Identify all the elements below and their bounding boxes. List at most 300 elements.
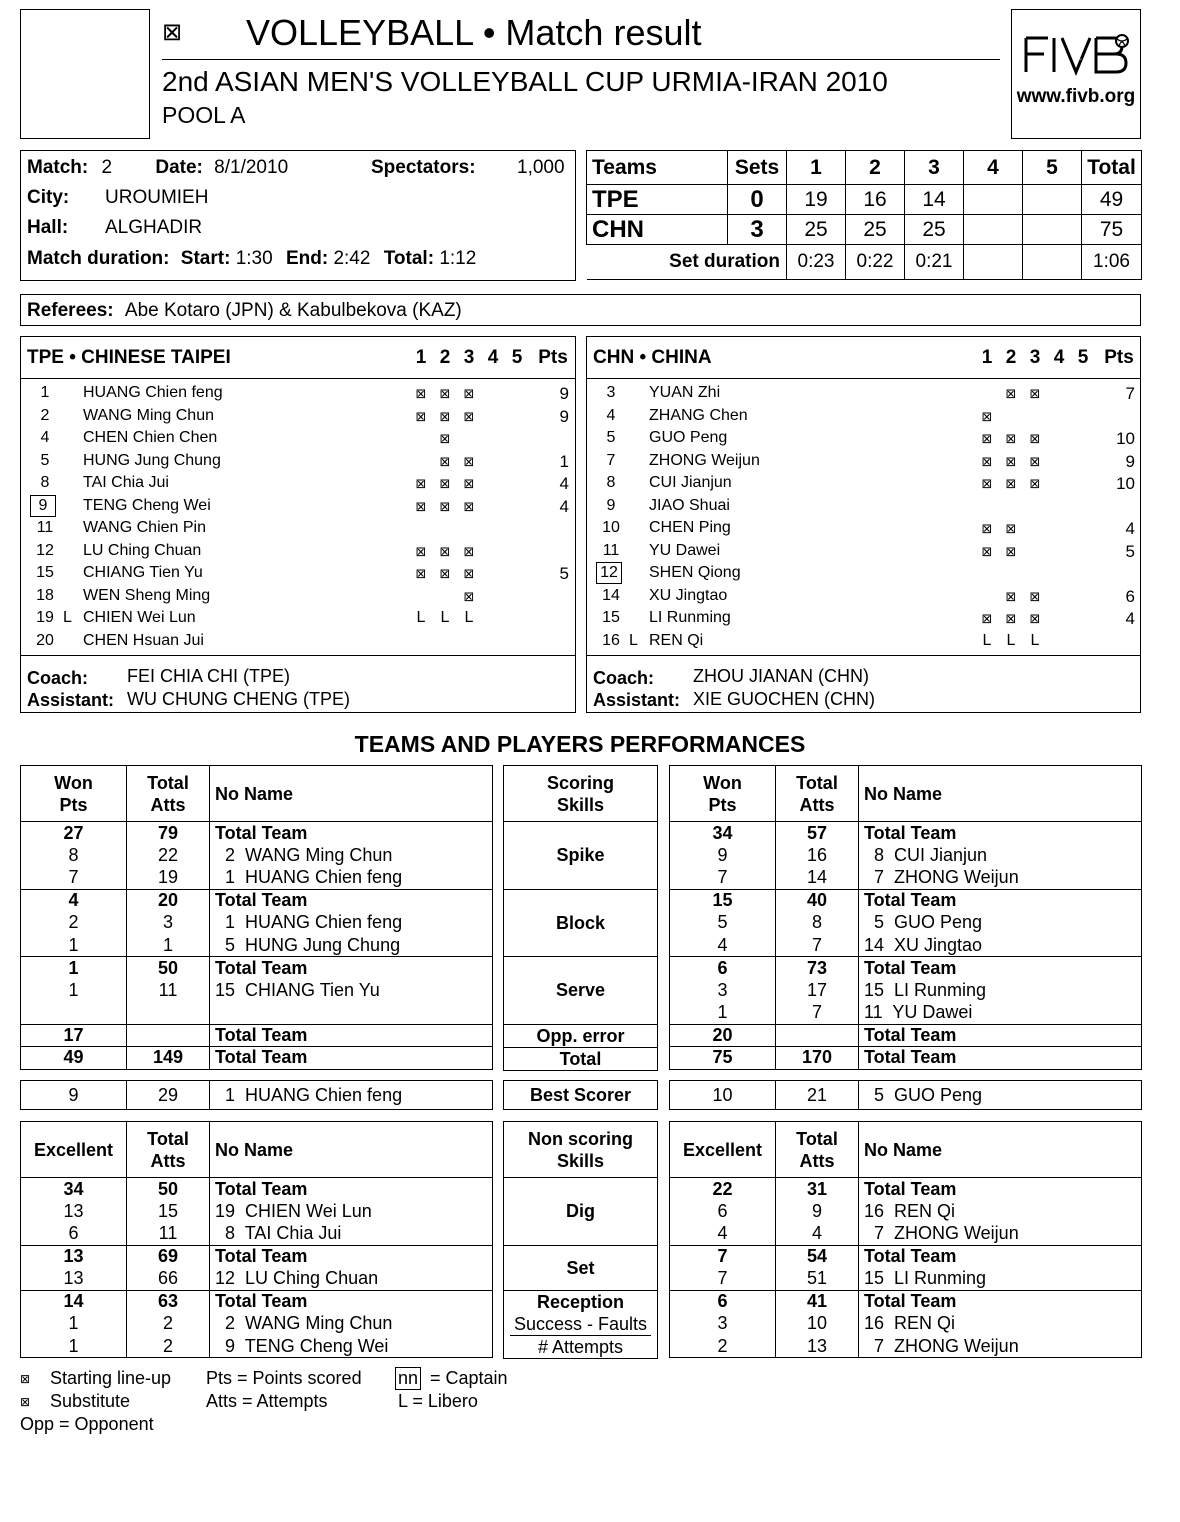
assistant-label: Assistant: <box>593 690 681 710</box>
libero-set-marker: L <box>982 631 992 649</box>
stat-attempts: 50 <box>127 1178 210 1201</box>
player-row <box>587 519 1140 541</box>
spectators-count: 1,000 <box>517 157 565 178</box>
team-total-row <box>21 1290 493 1313</box>
set-score <box>1023 215 1082 245</box>
stat-player: 1 HUANG Chien feng <box>210 867 493 890</box>
header-no-name: No Name <box>859 1122 1142 1178</box>
player-row <box>587 429 1140 451</box>
roster-pts-header: Pts <box>538 347 568 368</box>
set-duration-row <box>587 245 1142 280</box>
lineup-marker-icon: ⊠ <box>981 432 993 447</box>
roster-pts-header: Pts <box>1104 347 1134 368</box>
stat-attempts: 31 <box>776 1178 859 1201</box>
set-score: 16 <box>846 185 905 215</box>
roster-set-header: 2 <box>1005 347 1017 368</box>
player-number: 18 <box>36 586 54 604</box>
player-name: LU Ching Chuan <box>83 541 202 559</box>
match-info <box>20 150 576 281</box>
lineup-marker-icon: ⊠ <box>981 522 993 537</box>
skill-label <box>504 822 658 890</box>
player-row <box>587 587 1140 609</box>
stat-attempts: 51 <box>776 1268 859 1291</box>
stat-won: 1 <box>21 1313 127 1336</box>
set-score <box>1023 185 1082 215</box>
player-points: 9 <box>559 406 569 426</box>
roster-set-header: 3 <box>1029 347 1041 368</box>
player-number: 4 <box>606 406 616 424</box>
stat-attempts: 11 <box>127 1223 210 1246</box>
player-row <box>587 632 1140 654</box>
legend-opp: Opp = Opponent <box>20 1414 154 1434</box>
player-row <box>21 452 575 474</box>
player-row <box>21 542 575 564</box>
start-time: 1:30 <box>235 248 273 269</box>
stat-won: 14 <box>21 1290 127 1313</box>
best-scorer-tpe <box>20 1080 493 1110</box>
roster-set-header: 1 <box>981 347 993 368</box>
stat-attempts: 4 <box>776 1223 859 1246</box>
city: UROUMIEH <box>105 187 209 208</box>
player-row <box>21 497 575 519</box>
stat-attempts: 17 <box>776 979 859 1002</box>
stat-player: 8 CUI Jianjun <box>859 844 1142 867</box>
player-number: 16 <box>602 631 620 649</box>
lineup-marker-icon: ⊠ <box>439 432 451 447</box>
header-total-atts <box>776 1122 859 1178</box>
player-number: 8 <box>606 474 616 491</box>
player-points: 6 <box>1125 586 1135 606</box>
player-name: ZHONG Weijun <box>649 451 760 469</box>
scoring-skills-column <box>503 765 658 1071</box>
team-code: CHN <box>587 215 728 245</box>
lineup-marker-icon: ⊠ <box>463 454 475 470</box>
nonscoring-table-chn <box>669 1121 1142 1358</box>
stat-attempts <box>127 1024 210 1047</box>
stat-won: 4 <box>670 934 776 957</box>
libero-set-marker: L <box>1006 631 1016 649</box>
player-name: CHIEN Wei Lun <box>83 609 196 626</box>
lineup-marker-icon: ⊠ <box>415 409 427 425</box>
header-won-line: Won <box>54 772 93 793</box>
score-table <box>586 150 1142 280</box>
stat-player: 15 LI Runming <box>859 1268 1142 1291</box>
player-points: 4 <box>559 496 569 516</box>
player-stat-row <box>670 867 1142 890</box>
coach-name: FEI CHIA CHI (TPE) <box>127 666 291 686</box>
score-header-set2: 2 <box>846 151 905 185</box>
lineup-marker-icon: ⊠ <box>1005 522 1017 537</box>
header-divider <box>162 59 1000 60</box>
player-name: CHEN Ping <box>649 519 731 536</box>
best-scorer-atts: 21 <box>776 1081 859 1110</box>
stat-player: Total Team <box>859 822 1142 845</box>
stat-won: 3 <box>670 979 776 1002</box>
nonscoring-table-tpe <box>20 1121 493 1358</box>
player-number: 3 <box>606 384 616 401</box>
player-points: 4 <box>1125 609 1135 628</box>
score-header-teams: Teams <box>587 151 728 185</box>
legend-pts: Pts = Points scored <box>206 1368 362 1388</box>
player-points: 10 <box>1116 429 1135 448</box>
stat-won: 13 <box>21 1200 127 1223</box>
lineup-marker-icon: ⊠ <box>1005 544 1017 560</box>
stat-player: Total Team <box>210 822 493 845</box>
roster-team-title: TPE • CHINESE TAIPEI <box>27 347 231 368</box>
player-number: 15 <box>602 609 620 626</box>
lineup-marker-icon: ⊠ <box>439 567 451 582</box>
player-points: 9 <box>1125 451 1135 471</box>
lineup-marker-icon: ⊠ <box>415 477 427 492</box>
player-name: TAI Chia Jui <box>83 474 169 491</box>
stat-attempts: 13 <box>776 1335 859 1358</box>
score-row-tpe <box>587 185 1142 215</box>
header-total-line: Total <box>796 772 838 793</box>
stat-won: 7 <box>670 1268 776 1291</box>
score-header-set4: 4 <box>964 151 1023 185</box>
lineup-marker-icon: ⊠ <box>463 387 475 402</box>
stat-won: 34 <box>670 822 776 845</box>
team-total-row <box>670 1024 1142 1047</box>
set-score: 14 <box>905 185 964 215</box>
roster-chn <box>586 336 1141 713</box>
stat-won: 1 <box>21 957 127 980</box>
team-total-row <box>21 889 493 912</box>
header-won <box>21 1122 127 1178</box>
lineup-marker-icon: ⊠ <box>415 567 427 582</box>
coach-label: Coach: <box>593 668 655 688</box>
team-total-row <box>21 822 493 845</box>
stat-won: 6 <box>21 1223 127 1246</box>
lineup-marker-icon: ⊠ <box>1005 432 1017 447</box>
lineup-marker-icon: ⊠ <box>1029 589 1041 605</box>
stat-player: Total Team <box>859 1290 1142 1313</box>
lineup-marker-icon: ⊠ <box>463 409 475 425</box>
stat-won: 22 <box>670 1178 776 1201</box>
player-stat-row <box>21 1200 493 1223</box>
stat-player: Total Team <box>859 1047 1142 1070</box>
stat-won: 1 <box>21 979 127 1002</box>
score-header-sets: Sets <box>728 151 787 185</box>
set-score: 25 <box>787 215 846 245</box>
lineup-marker-icon: ⊠ <box>981 409 993 425</box>
score-header-set1: 1 <box>787 151 846 185</box>
player-points: 5 <box>559 564 569 583</box>
team-total-row <box>21 1047 493 1070</box>
stat-attempts: 69 <box>127 1245 210 1268</box>
lineup-marker-icon: ⊠ <box>1029 387 1041 402</box>
player-stat-row <box>670 979 1142 1002</box>
lineup-marker-icon: ⊠ <box>981 477 993 492</box>
end-label: End: <box>285 248 329 269</box>
stat-won: 6 <box>670 957 776 980</box>
scoring-table-tpe <box>20 765 493 1070</box>
stat-player: 19 CHIEN Wei Lun <box>210 1200 493 1223</box>
skills-header-line: Non scoring <box>527 1128 633 1149</box>
header-total-line: Total <box>147 1128 189 1149</box>
best-scorer-name: 5 GUO Peng <box>859 1081 1142 1110</box>
page-title: VOLLEYBALL • Match result <box>246 12 702 53</box>
lineup-marker-icon: ⊠ <box>1005 454 1017 470</box>
stat-attempts: 19 <box>127 867 210 890</box>
lineup-marker-icon: ⊠ <box>439 477 451 492</box>
player-number: 10 <box>602 519 620 536</box>
stat-won: 2 <box>670 1335 776 1358</box>
assistant-name: XIE GUOCHEN (CHN) <box>693 689 876 709</box>
player-points: 4 <box>1125 519 1135 538</box>
stat-player: Total Team <box>859 1178 1142 1201</box>
stat-player: 7 ZHONG Weijun <box>859 867 1142 890</box>
lineup-marker-icon: ⊠ <box>439 499 451 515</box>
stat-attempts: 7 <box>776 934 859 957</box>
score-header-set5: 5 <box>1023 151 1082 185</box>
player-name: GUO Peng <box>649 429 728 446</box>
sets-won: 3 <box>728 215 787 245</box>
libero-set-marker: L <box>440 609 450 626</box>
header-atts-line: Atts <box>799 794 835 815</box>
stat-player: Total Team <box>210 889 493 912</box>
fivb-logo-text: FIVB <box>1077 59 1082 61</box>
stat-player: Total Team <box>210 1178 493 1201</box>
header-no-name: No Name <box>210 1122 493 1178</box>
player-stat-row <box>670 1223 1142 1246</box>
player-points: 1 <box>559 451 569 471</box>
lineup-marker-icon: ⊠ <box>981 544 993 560</box>
team-total-row <box>670 1178 1142 1201</box>
match-date: 8/1/2010 <box>214 157 289 178</box>
player-points: 5 <box>1125 541 1135 561</box>
header-won <box>670 1122 776 1178</box>
player-number: 19 <box>36 609 54 626</box>
stat-won: 8 <box>21 844 127 867</box>
score-header-total: Total <box>1082 151 1142 185</box>
player-points: 10 <box>1116 474 1135 493</box>
header-total-atts <box>127 766 210 822</box>
team-total-row <box>21 1024 493 1047</box>
stat-player: Total Team <box>859 957 1142 980</box>
score-row-chn <box>587 215 1142 245</box>
nonscoring-skills-column <box>503 1121 658 1359</box>
player-name: YUAN Zhi <box>649 384 721 401</box>
stat-player: 12 LU Ching Chuan <box>210 1268 493 1291</box>
player-stat-row <box>21 867 493 890</box>
header-won <box>670 766 776 822</box>
lineup-marker-icon: ⊠ <box>463 567 475 582</box>
hall-label: Hall: <box>27 217 69 238</box>
set-duration: 0:21 <box>905 245 964 280</box>
stat-attempts <box>127 1002 210 1025</box>
player-stat-row <box>670 1002 1142 1025</box>
stat-player <box>210 1002 493 1025</box>
pool-label: POOL A <box>162 102 246 128</box>
lineup-marker-icon: ⊠ <box>981 612 993 627</box>
header-won-line: Pts <box>708 794 737 815</box>
player-name: LI Runming <box>649 609 731 626</box>
lineup-marker-icon: ⊠ <box>439 409 451 425</box>
best-scorer-pts: 10 <box>670 1081 776 1110</box>
scoring-table-chn <box>669 765 1142 1070</box>
stat-attempts: 149 <box>127 1047 210 1070</box>
player-points: 9 <box>559 384 569 403</box>
skills-header-line: Skills <box>556 794 605 815</box>
team-total-row <box>670 957 1142 980</box>
player-name: CUI Jianjun <box>649 474 732 491</box>
header-atts-line: Atts <box>150 1150 186 1171</box>
player-name: CHEN Chien Chen <box>83 429 218 446</box>
stat-won: 4 <box>21 889 127 912</box>
stat-won: 6 <box>670 1200 776 1223</box>
skill-name: Opp. error <box>536 1025 625 1046</box>
stat-attempts: 40 <box>776 889 859 912</box>
roster-team-title: CHN • CHINA <box>593 347 712 368</box>
stat-attempts: 73 <box>776 957 859 980</box>
stat-won: 7 <box>21 867 127 890</box>
skills-header-line: Skills <box>556 1150 605 1171</box>
stat-player: Total Team <box>210 1047 493 1070</box>
team-total-row <box>670 1290 1142 1313</box>
skill-name: Total <box>559 1048 602 1069</box>
header-won-line: Pts <box>59 794 88 815</box>
legend-substitute: Substitute <box>50 1391 131 1411</box>
lineup-marker-icon: ⊠ <box>463 544 475 560</box>
roster-set-header: 2 <box>439 347 451 368</box>
set-duration-label: Set duration <box>587 245 787 280</box>
stat-won: 6 <box>670 1290 776 1313</box>
player-number: 5 <box>40 451 50 469</box>
set-duration <box>1023 245 1082 280</box>
skill-label <box>504 1178 658 1246</box>
stat-won: 9 <box>670 844 776 867</box>
player-stat-row <box>21 1268 493 1291</box>
roster-set-header: 4 <box>1053 347 1065 368</box>
start-label: Start: <box>180 248 231 269</box>
skill-name: Block <box>555 912 606 933</box>
team-total-row <box>670 1047 1142 1070</box>
stat-won: 49 <box>21 1047 127 1070</box>
stat-attempts: 7 <box>776 1002 859 1025</box>
stat-attempts: 57 <box>776 822 859 845</box>
header-total-line: Total <box>147 772 189 793</box>
skills-header-line: Scoring <box>546 772 614 793</box>
stat-attempts: 1 <box>127 934 210 957</box>
stat-player: 2 WANG Ming Chun <box>210 844 493 867</box>
volleyball-icon: ⊠ <box>162 18 183 46</box>
stat-attempts: 10 <box>776 1313 859 1336</box>
stat-won: 17 <box>21 1024 127 1047</box>
event-logo-box <box>20 9 150 139</box>
stat-player: 8 TAI Chia Jui <box>210 1223 493 1246</box>
stat-player: Total Team <box>859 1245 1142 1268</box>
referees-label: Referees: <box>27 300 114 321</box>
match-number: 2 <box>101 157 113 178</box>
stat-player: 2 WANG Ming Chun <box>210 1313 493 1336</box>
sets-won: 0 <box>728 185 787 215</box>
player-row <box>587 474 1140 496</box>
header-atts-line: Atts <box>799 1150 835 1171</box>
player-name: CHEN Hsuan Jui <box>83 631 204 649</box>
player-stat-row <box>670 1200 1142 1223</box>
best-scorer-label: Best Scorer <box>504 1081 658 1110</box>
player-number: 9 <box>30 495 56 517</box>
best-scorer-atts: 29 <box>127 1081 210 1110</box>
lineup-marker-icon: ⊠ <box>439 454 451 470</box>
stat-won: 5 <box>670 912 776 935</box>
stat-player: 7 ZHONG Weijun <box>859 1223 1142 1246</box>
fivb-logo <box>1022 32 1132 82</box>
set-duration <box>964 245 1023 280</box>
stat-won: 3 <box>670 1313 776 1336</box>
coach-label: Coach: <box>27 668 89 688</box>
stat-player: 14 XU Jingtao <box>859 934 1142 957</box>
stat-player: 5 HUNG Jung Chung <box>210 934 493 957</box>
stat-attempts: 41 <box>776 1290 859 1313</box>
stat-attempts: 2 <box>127 1335 210 1358</box>
player-name: YU Dawei <box>649 541 721 559</box>
libero-marker: L <box>629 631 638 649</box>
best-scorer-pts: 9 <box>21 1081 127 1110</box>
starting-lineup-icon: ⊠ <box>20 1372 31 1386</box>
player-row <box>587 564 1140 586</box>
city-label: City: <box>27 187 70 208</box>
libero-set-marker: L <box>416 609 426 626</box>
total-points: 75 <box>1082 215 1142 245</box>
stat-attempts: 54 <box>776 1245 859 1268</box>
player-row <box>21 384 575 406</box>
header-won-line: Excellent <box>33 1139 114 1160</box>
player-row <box>587 384 1140 406</box>
player-number: 8 <box>40 474 50 491</box>
total-points: 49 <box>1082 185 1142 215</box>
stat-attempts: 9 <box>776 1200 859 1223</box>
stat-player: 16 REN Qi <box>859 1313 1142 1336</box>
player-points: 7 <box>1125 384 1135 403</box>
stat-attempts: 15 <box>127 1200 210 1223</box>
set-score <box>964 215 1023 245</box>
legend-starting: Starting line-up <box>50 1368 172 1388</box>
stat-player: Total Team <box>210 1024 493 1047</box>
player-row <box>21 564 575 586</box>
total-label: Total: <box>383 248 435 269</box>
roster-set-header: 3 <box>463 347 475 368</box>
skill-name: Reception <box>536 1291 624 1312</box>
stat-attempts <box>776 1024 859 1047</box>
skill-label <box>504 1024 658 1047</box>
end-time: 2:42 <box>333 248 371 269</box>
player-stat-row <box>670 912 1142 935</box>
team-total-row <box>21 1178 493 1201</box>
stat-won: 27 <box>21 822 127 845</box>
stat-attempts: 2 <box>127 1313 210 1336</box>
stat-attempts: 50 <box>127 957 210 980</box>
stat-attempts: 16 <box>776 844 859 867</box>
performances-title: TEAMS AND PLAYERS PERFORMANCES <box>354 731 806 757</box>
player-stat-row <box>21 912 493 935</box>
player-number: 2 <box>40 406 50 424</box>
stat-attempts: 63 <box>127 1290 210 1313</box>
stat-attempts: 11 <box>127 979 210 1002</box>
player-stat-row <box>670 844 1142 867</box>
stat-won: 7 <box>670 867 776 890</box>
stat-won <box>21 1002 127 1025</box>
set-duration: 0:23 <box>787 245 846 280</box>
best-scorer-name: 1 HUANG Chien feng <box>210 1081 493 1110</box>
stat-attempts: 66 <box>127 1268 210 1291</box>
libero-set-marker: L <box>464 609 474 626</box>
best-scorer-label-box <box>503 1080 658 1110</box>
lineup-marker-icon: ⊠ <box>463 477 475 492</box>
stat-attempts: 14 <box>776 867 859 890</box>
hall: ALGHADIR <box>105 217 203 238</box>
